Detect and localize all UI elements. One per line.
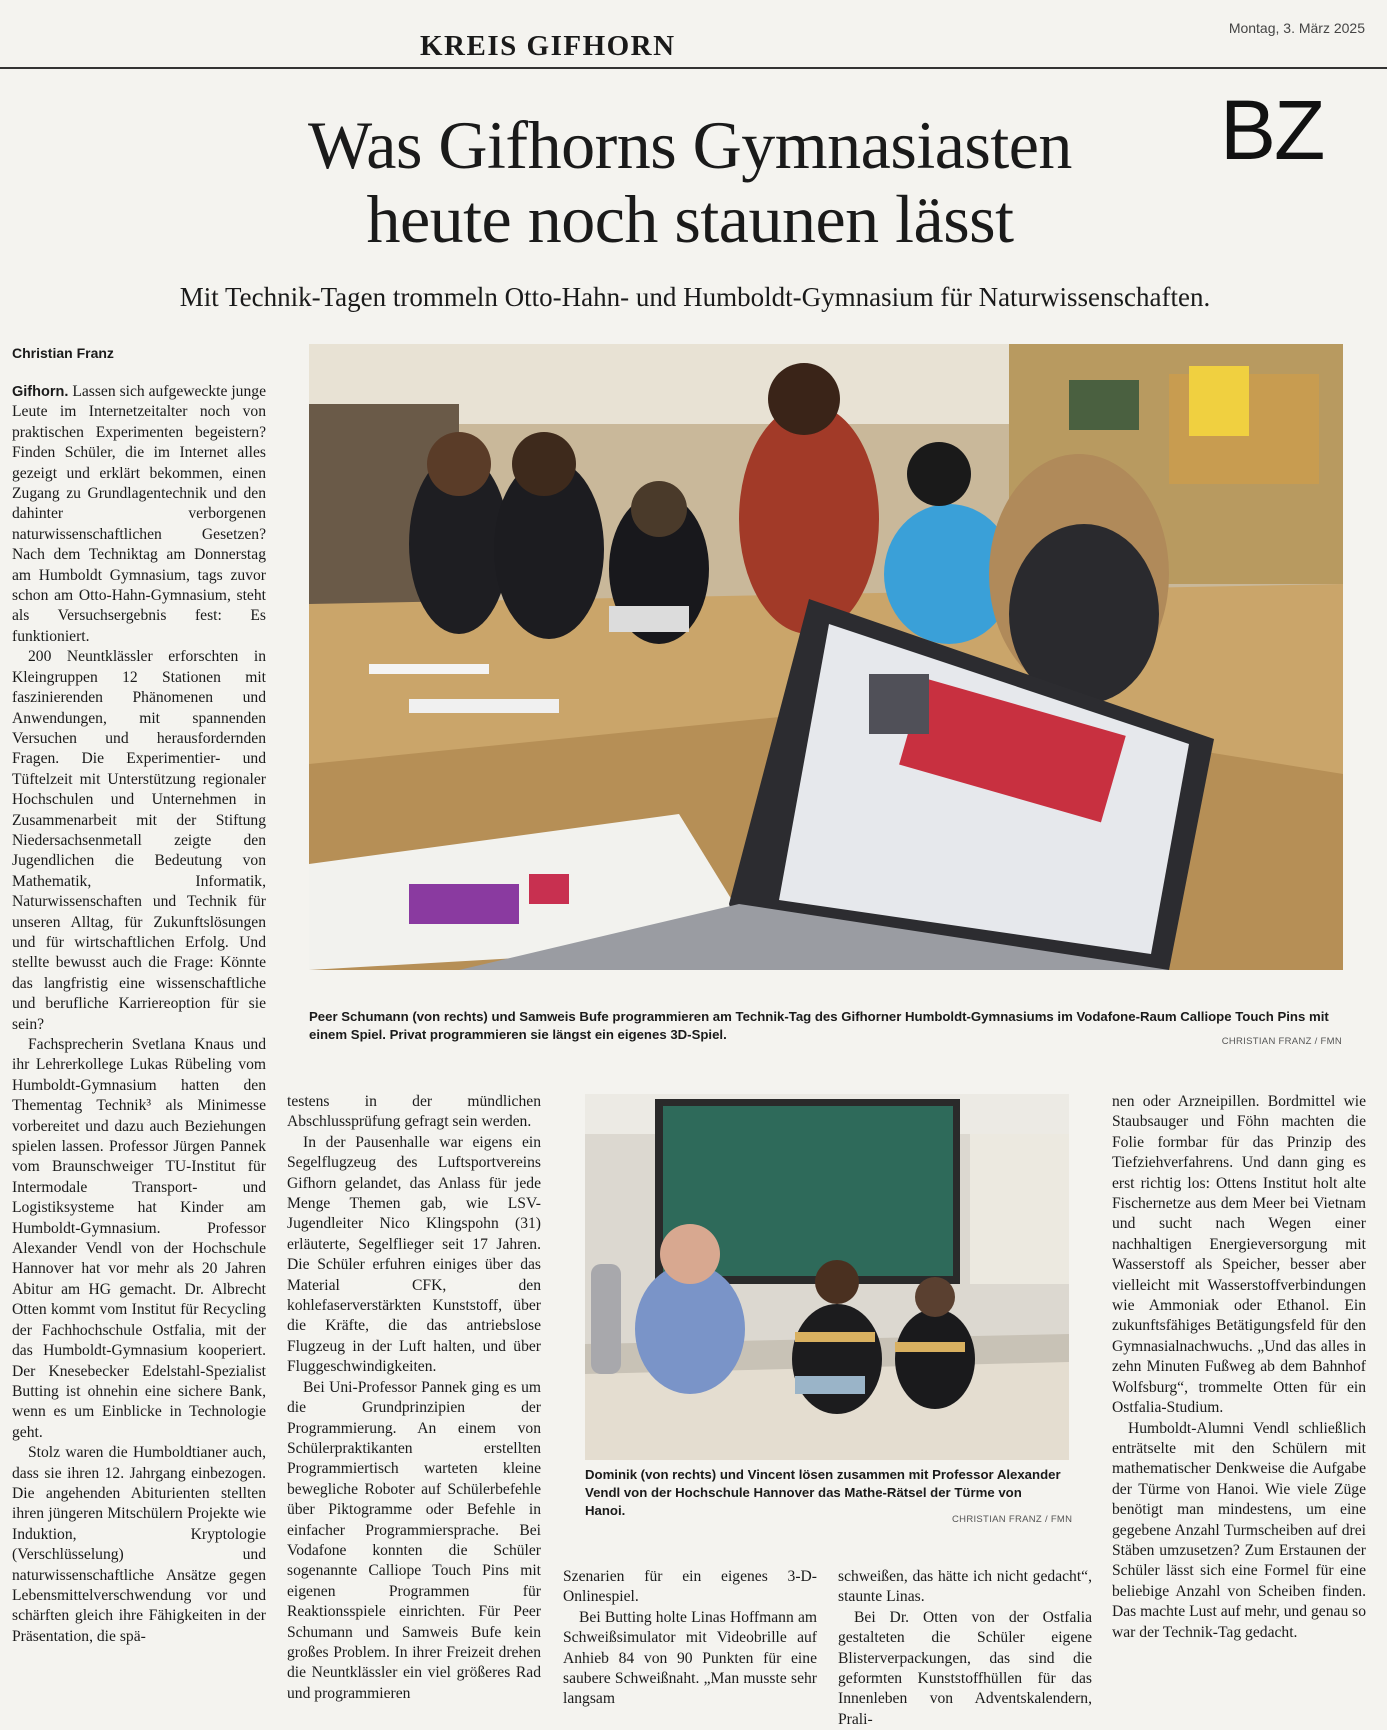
paragraph	[12, 382, 266, 647]
paragraph: nen oder Arzneipillen. Bordmittel wie Staubsauger und Föhn machten die Folie formbar für das Prinzip des Tiefziehverfahrens. Und dann ging es erst richtig los: Ottens Institut holt alte Fischernetze aus dem Meer bei Vietnam und sucht nach Wegen einer nachhaltigen Energieversorgung mit Wasserstoff als Speicher, besser aber vielleicht mit Wasserstoffverbindungen wie Ammoniak oder Ethanol. Ein zukunftsfähiges Betätigungsfeld für den Gymnasialnachwuchs. „Und das alles in zehn Minuten Fußweg ab dem Bahnhof Wolfsburg“, trommelte Otten für ein Ostfalia-Studium.	[1112, 1093, 1366, 1417]
photo-2-caption: Dominik (von rechts) und Vincent lösen zusammen mit Professor Alexander Vendl von der Hochschule Hannover das Mathe-Rätsel der Türme von Hanoi.	[585, 1467, 1061, 1518]
paragraph: Szenarien für ein eigenes 3-D-Onlinespiel.	[563, 1568, 817, 1606]
dateline: Gifhorn.	[12, 384, 69, 400]
paragraph: Fachsprecherin Svetlana Knaus und ihr Lehrerkollege Lukas Rübeling vom Humboldt-Gymnasium hatten den Thementag Technik³ als Minimesse vorbereitet und dazu auch Beziehungen spielen lassen. Professor Jürgen Pannek vom Braunschweiger TU-Institut für Intermodale Transport- und Logistiksysteme hat Kinder am Humboldt-Gymnasium. Professor Alexander Vendl von der Hochschule Hannover hat vor mehr als 20 Jahren Abitur am HG gemacht. Dr. Albrecht Otten kommt vom Institut für Recycling der Fachhochschule Ostfalia, mit der das Humboldt-Gymnasium kooperiert. Der Knesebecker Edelstahl-Spezialist Butting ist ohnehin eine sichere Bank, wenn es um Einblicke in Technologie geht.	[12, 1036, 266, 1441]
paragraph: Stolz waren die Humboldtianer auch, dass sie ihren 12. Jahrgang einbezogen. Die angehenden Abiturienten stellten ihren jüngeren Mitschülern Projekte wie Induktion, Kryptologie (Verschlüsselung) und naturwissenschaftliche Ansätze gegen Lebensmittelverschwendung vor und schärften gleich ihre Fähigkeiten in der Präsentation, die spä-	[12, 1444, 266, 1645]
paragraph: schweißen, das hätte ich nicht gedacht“, staunte Linas.	[838, 1568, 1092, 1606]
subheadline: Mit Technik-Tagen trommeln Otto-Hahn- und Humboldt-Gymnasium für Naturwissenschaften.	[179, 282, 1211, 312]
article-column-4	[838, 1567, 1092, 1730]
photo-1-credit: CHRISTIAN FRANZ / FMN	[1221, 1036, 1342, 1047]
paragraph: 200 Neuntklässler erforschten in Kleingruppen 12 Stationen mit faszinierenden Phänomenen und Anwendungen, mit spannenden Versuchen und herausfordernden Fragen. Die Experimentier- und Tüftelzeit mit Unterstützung regionaler Hochschulen und Unternehmen in Zusammenarbeit mit der Stiftung Niedersachsenmetall zeigte den Jugendlichen die Bedeutung von Mathematik, Informatik, Naturwissenschaften und Technik für unseren Alltag, für Zukunftslösungen und für wirtschaftlichen Erfolg. Und stellte bewusst auch die Frage: Könnte das langfristig eine wissenschaftliche und berufliche Karriereoption für sie sein?	[12, 648, 266, 1033]
paragraph: testens in der mündlichen Abschlussprüfung gefragt sein werden.	[287, 1093, 541, 1131]
newspaper-logo: BZ	[1220, 83, 1324, 177]
section-title: KREIS GIFHORN	[420, 30, 676, 62]
article-column-2	[287, 1092, 541, 1704]
photo-2-credit: CHRISTIAN FRANZ / FMN	[952, 1514, 1073, 1525]
paragraph: Humboldt-Alumni Vendl schließlich enträtselte mit den Schülern mit mathematischer Denkweise die Aufgabe der Türme von Hanoi. Wie viele Züge benötigt man mindestens, um eine gegebene Anzahl Turmscheiben auf drei Stäben umzusetzen? Zum Erstaunen der Schüler lässt sich eine Formel für eine beliebige Anzahl von Scheiben finden. Das machte Lust auf mehr, und genau so war der Technik-Tag gedacht.	[1112, 1419, 1366, 1641]
photo-illustration	[309, 344, 1343, 970]
photo-students-programming	[309, 344, 1343, 970]
photo-towers-of-hanoi	[585, 1094, 1069, 1460]
article-column-5	[1112, 1092, 1366, 1643]
header-rule	[0, 67, 1387, 69]
author: Christian Franz	[12, 345, 114, 361]
paragraph: In der Pausenhalle war eigens ein Segelflugzeug des Luftsportvereins Gifhorn gelandet, das Anlass für jede Menge Themen gab, wie LSV-Jugendleiter Nico Klingspohn (31) erläuterte, Segelflieger seit 17 Jahren. Die Schüler erfuhren einiges über das Material CFK, den kohlefaserverstärkten Kunststoff, über die Kräfte, die das antriebslose Flugzeug in der Luft halten, und über Fluggeschwindigkeiten.	[287, 1133, 541, 1376]
paragraph: Bei Dr. Otten von der Ostfalia gestalteten die Schüler eigene Blisterverpackungen, das sind die geformten Kunststoffhüllen für das Innenleben von Adventskalendern, Prali-	[838, 1608, 1092, 1728]
article-column-1	[12, 382, 266, 1647]
headline	[120, 108, 1260, 256]
photo-illustration	[585, 1094, 1069, 1460]
headline-line-2: heute noch staunen lässt	[366, 181, 1014, 257]
issue-date: Montag, 3. März 2025	[1228, 20, 1365, 36]
paragraph: Bei Uni-Professor Pannek ging es um die Grundprinzipien der Programmierung. An einem von Schülerpraktikanten erstellten Programmiertisch warteten kleine bewegliche Roboter auf Schülerbefehle über Piktogramme oder Befehle in einfacher Programmiersprache. Bei Vodafone konnten die Schüler sogenannte Calliope Touch Pins mit eigenen Programmen für Reaktionsspiele einrichten. Für Peer Schumann und Samweis Bufe kein großes Problem. In ihrer Freizeit drehen die Neuntklässler ein viel größeres Rad und programmieren	[287, 1378, 541, 1702]
headline-line-1: Was Gifhorns Gymnasiasten	[308, 107, 1072, 183]
paragraph: Bei Butting holte Linas Hoffmann am Schweißsimulator mit Videobrille auf Anhieb 84 von 90 Punkten für eine saubere Schweißnaht. „Man musste sehr langsam	[563, 1608, 817, 1708]
article-column-3	[563, 1567, 817, 1710]
paragraph-text: Lassen sich aufgeweckte junge Leute im Internetzeitalter noch von praktischen Experimenten begeistern? Finden Schüler, die im Internet alles gezeigt und erklärt bekommen, einen Zugang zu Grundlagentechnik und den dahinter verborgenen naturwissenschaftlichen Gesetzen? Nach dem Techniktag am Donnerstag am Humboldt Gymnasium, tags zuvor schon am Otto-Hahn-Gymnasium, steht als Versuchsergebnis fest: Es funktioniert.	[12, 383, 266, 645]
photo-1-caption: Peer Schumann (von rechts) und Samweis Bufe programmieren am Technik-Tag des Gifhorner Humboldt-Gymnasiums im Vodafone-Raum Calliope Touch Pins mit einem Spiel. Privat programmieren sie längst ein eigenes 3D-Spiel.	[309, 1009, 1329, 1042]
